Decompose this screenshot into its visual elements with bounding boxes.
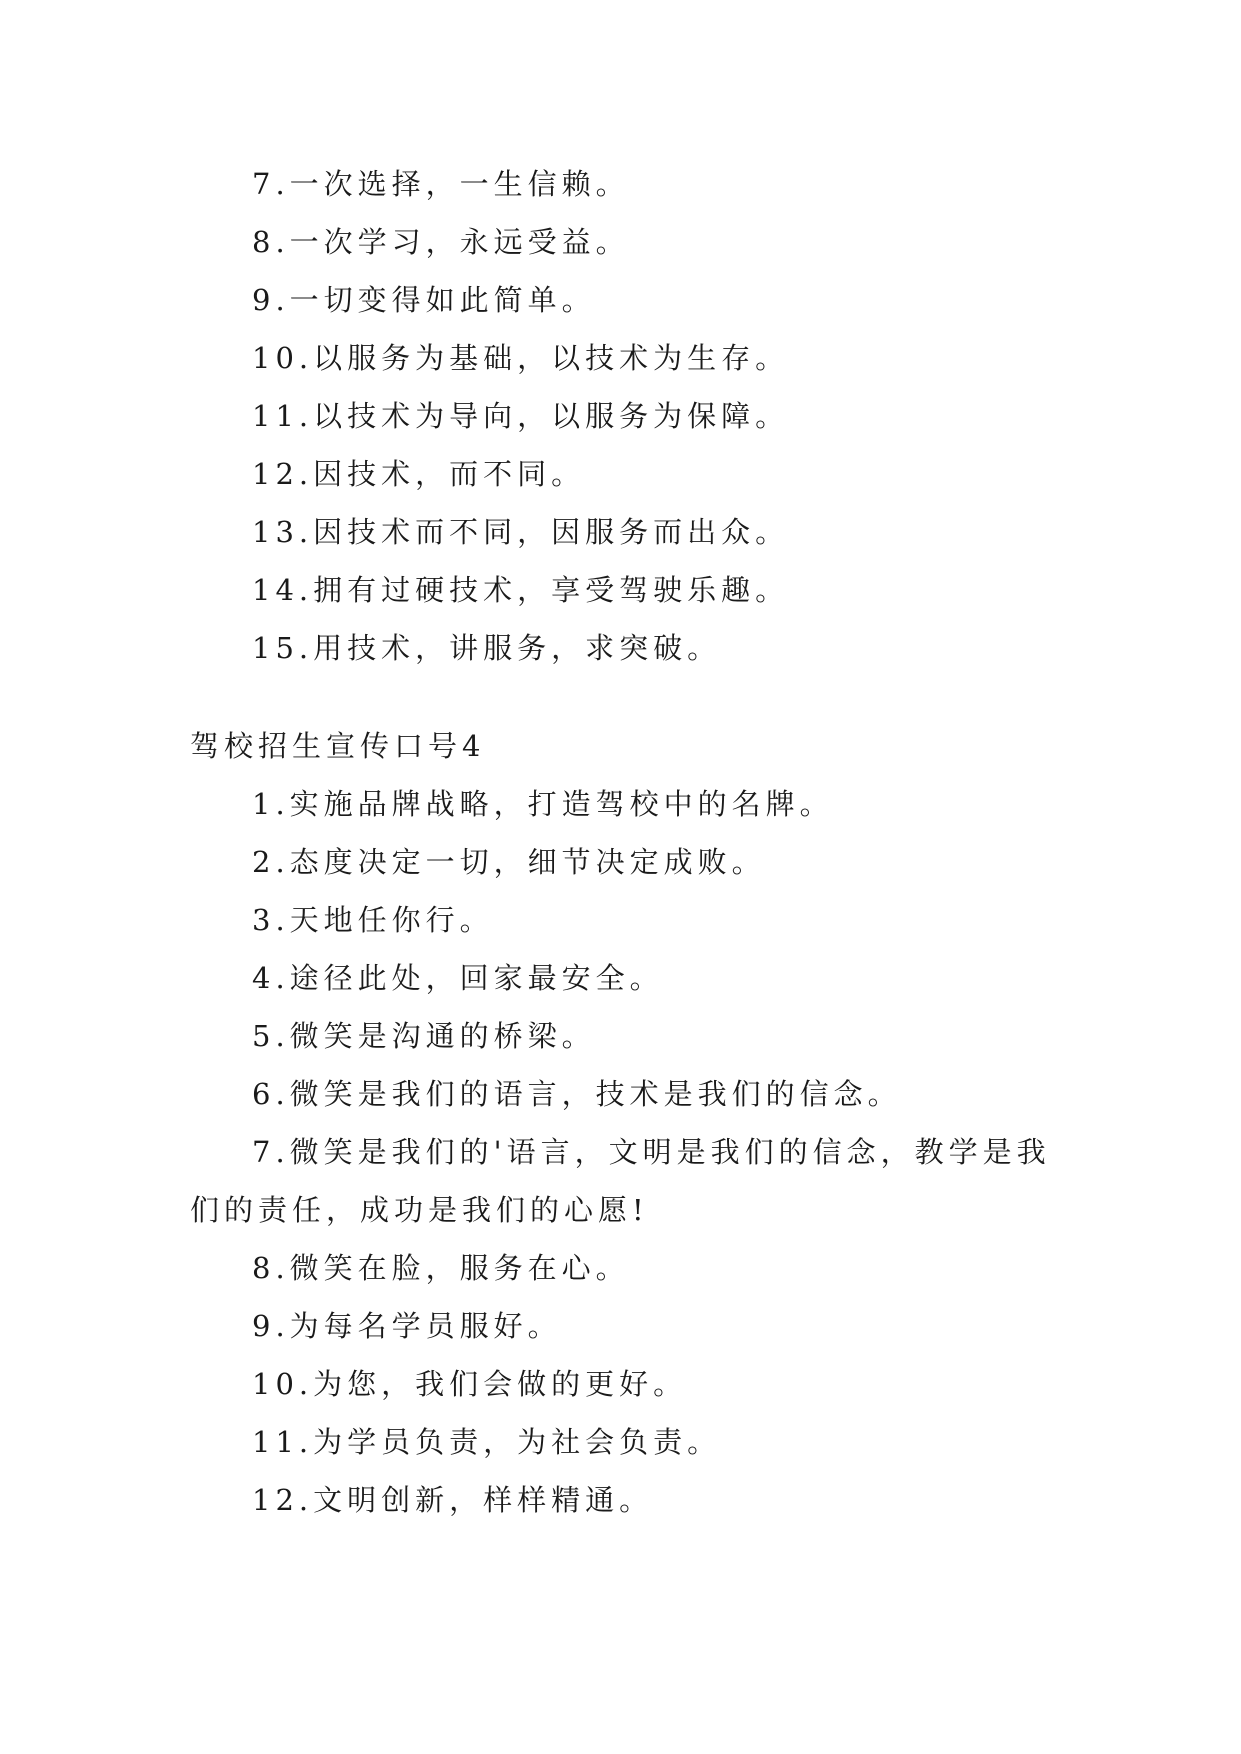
list-item: 2.态度决定一切，细节决定成败。 [252, 845, 766, 879]
list-item: 15.用技术，讲服务，求突破。 [252, 631, 722, 665]
document-body [190, 155, 1060, 1529]
list-item: 11.为学员负责，为社会负责。 [252, 1425, 722, 1459]
list-item: 7.一次选择，一生信赖。 [252, 167, 630, 201]
list-item: 9.一切变得如此简单。 [252, 283, 596, 317]
list-item: 10.为您，我们会做的更好。 [252, 1367, 688, 1401]
list-item: 12.因技术，而不同。 [252, 457, 586, 491]
list-item-wrapped: 7.微笑是我们的'语言，文明是我们的信念，教学是我们的责任，成功是我们的心愿! [190, 1135, 1051, 1227]
list-item: 9.为每名学员服好。 [252, 1309, 562, 1343]
slogan-list-part-4 [190, 775, 1060, 1529]
list-item: 13.因技术而不同，因服务而出众。 [252, 515, 790, 549]
list-item: 4.途径此处，回家最安全。 [252, 961, 664, 995]
slogan-list-part-3 [190, 155, 1060, 677]
list-item: 1.实施品牌战略，打造驾校中的名牌。 [252, 787, 834, 821]
list-item: 8.一次学习，永远受益。 [252, 225, 630, 259]
list-item: 3.天地任你行。 [252, 903, 494, 937]
list-item: 10.以服务为基础，以技术为生存。 [252, 341, 790, 375]
list-item: 14.拥有过硬技术，享受驾驶乐趣。 [252, 573, 790, 607]
list-item: 11.以技术为导向，以服务为保障。 [252, 399, 790, 433]
section-heading: 驾校招生宣传口号4 [190, 729, 486, 763]
list-item: 8.微笑在脸，服务在心。 [252, 1251, 630, 1285]
list-item: 12.文明创新，样样精通。 [252, 1483, 654, 1517]
list-item: 6.微笑是我们的语言，技术是我们的信念。 [252, 1077, 902, 1111]
list-item: 5.微笑是沟通的桥梁。 [252, 1019, 596, 1053]
